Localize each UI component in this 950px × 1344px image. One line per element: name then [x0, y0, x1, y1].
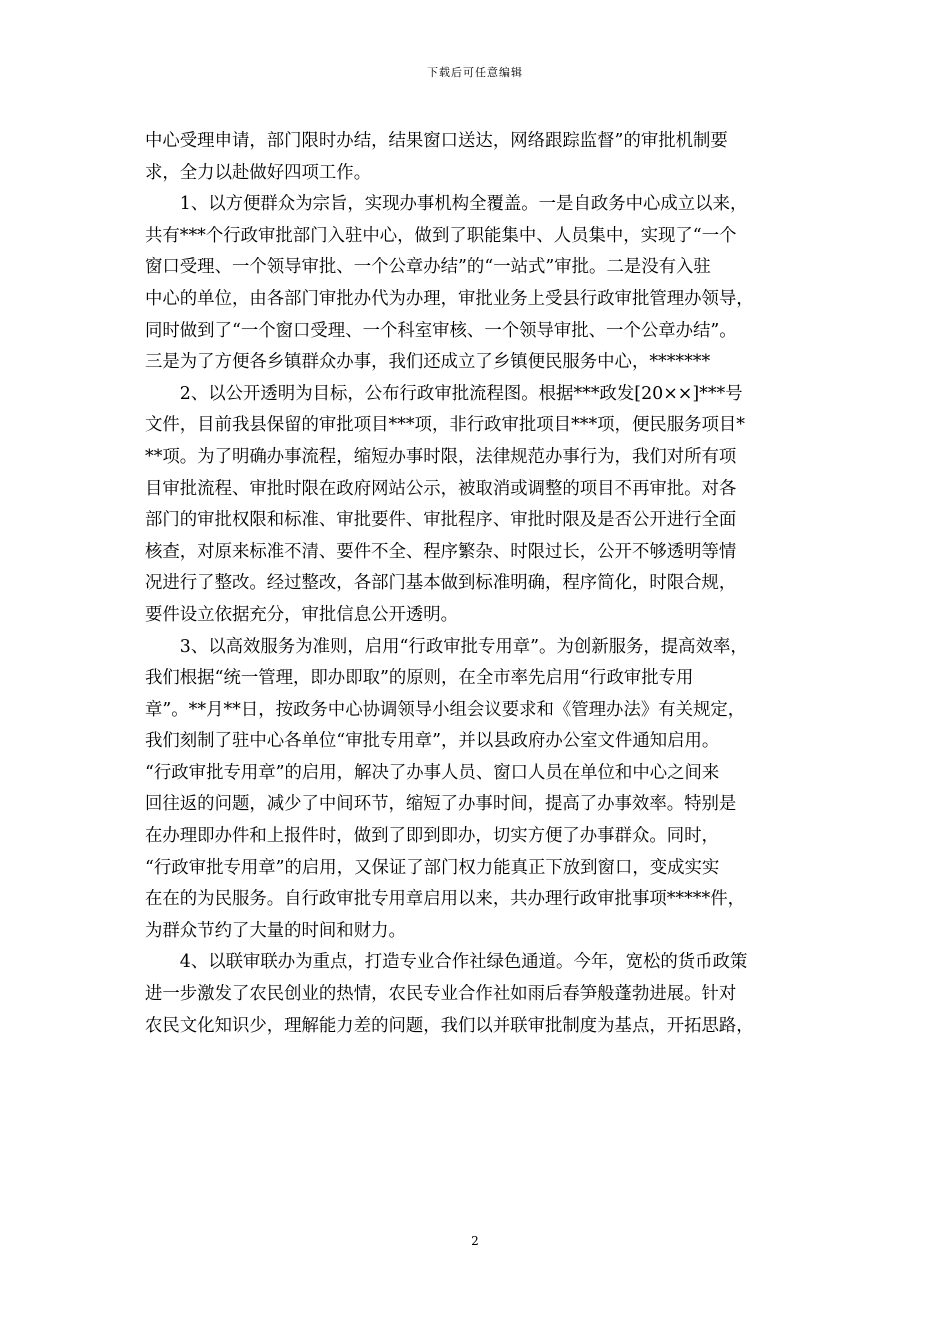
body-line: 我们刻制了驻中心各单位“审批专用章”，并以县政府办公室文件通知启用。	[145, 731, 720, 752]
body-line: 1、以方便群众为宗旨，实现办事机构全覆盖。一是自政务中心成立以来，	[145, 194, 748, 215]
body-line: 4、以联审联办为重点，打造专业合作社绿色通道。今年，宽松的货币政策	[145, 952, 748, 973]
body-line: “行政审批专用章”的启用，又保证了部门权力能真正下放到窗口，变成实实	[145, 857, 720, 878]
body-line: 回往返的问题，减少了中间环节，缩短了办事时间，提高了办事效率。特别是	[145, 794, 737, 815]
body-line: 为群众节约了大量的时间和财力。	[145, 920, 406, 941]
body-line: 中心受理申请，部门限时办结，结果窗口送达，网络跟踪监督”的审批机制要	[145, 131, 728, 151]
body-line: 3、以高效服务为准则，启用“行政审批专用章”。为创新服务，提高效率，	[145, 636, 748, 657]
body-line: 共有***个行政审批部门入驻中心，做到了职能集中、人员集中，实现了“一个	[145, 225, 737, 246]
body-line: 三是为了方便各乡镇群众办事，我们还成立了乡镇便民服务中心，*******	[145, 352, 711, 373]
body-line: 求，全力以赴做好四项工作。	[145, 162, 372, 183]
body-line: “行政审批专用章”的启用，解决了办事人员、窗口人员在单位和中心之间来	[145, 762, 720, 783]
body-line: 况进行了整改。经过整改，各部门基本做到标准明确，程序简化，时限合规，	[145, 573, 737, 594]
body-line: 农民文化知识少，理解能力差的问题，我们以并联审批制度为基点，开拓思路，	[145, 1015, 754, 1036]
body-line: 在办理即办件和上报件时，做到了即到即办，切实方便了办事群众。同时，	[145, 826, 719, 847]
page-number: 2	[471, 1234, 479, 1248]
body-line: 文件，目前我县保留的审批项目***项，非行政审批项目***项，便民服务项目*	[145, 415, 745, 436]
body-line: 进一步激发了农民创业的热情，农民专业合作社如雨后春笋般蓬勃进展。针对	[145, 984, 737, 1005]
body-line: 要件设立依据充分，审批信息公开透明。	[145, 604, 459, 625]
body-line: 目审批流程、审批时限在政府网站公示，被取消或调整的项目不再审批。对各	[145, 478, 737, 499]
body-line: 我们根据“统一管理，即办即取”的原则，在全市率先启用“行政审批专用	[145, 668, 694, 689]
body-line: 中心的单位，由各部门审批办代为办理，审批业务上受县行政审批管理办领导，	[145, 288, 754, 309]
document-body	[145, 126, 821, 1042]
body-line: 2、以公开透明为目标，公布行政审批流程图。根据***政发[20××]***号	[145, 383, 743, 404]
body-line: 窗口受理、一个领导审批、一个公章办结”的“一站式”审批。二是没有入驻	[145, 257, 711, 278]
body-line: 章”。**月**日，按政务中心协调领导小组会议要求和《管理办法》有关规定，	[145, 699, 746, 720]
page-header: 下载后可任意编辑	[427, 66, 523, 79]
body-line: 核查，对原来标准不清、要件不全、程序繁杂、时限过长，公开不够透明等情	[145, 541, 737, 562]
body-line: 在在的为民服务。自行政审批专用章启用以来，共办理行政审批事项*****件，	[145, 889, 745, 910]
body-line: 同时做到了“一个窗口受理、一个科室审核、一个领导审批、一个公章办结”。	[145, 320, 737, 341]
body-line: 部门的审批权限和标准、审批要件、审批程序、审批时限及是否公开进行全面	[145, 510, 737, 531]
body-line: **项。为了明确办事流程，缩短办事时限，法律规范办事行为，我们对所有项	[145, 446, 737, 467]
